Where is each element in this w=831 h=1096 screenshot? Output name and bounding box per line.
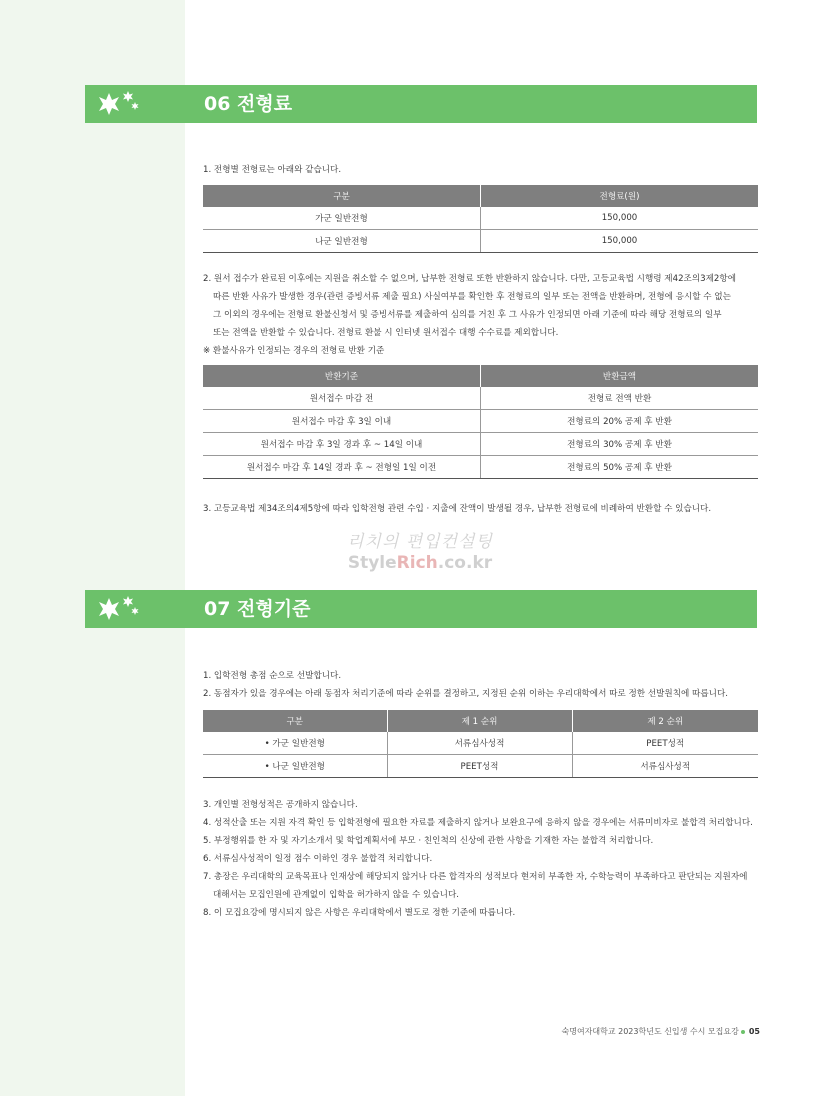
section-06-item-2: 2. 원서 접수가 완료된 이후에는 지원을 취소할 수 없으며, 납부한 전형료 또한 반환하지 않습니다. 다만, 고등교육법 시행령 제42조의3제2항에 따른 반환 사유가 발생한 경우(관련 증빙서류 제출 필요) 사실여부를 확인한 후 전형료의 일부 또는 전액을 반환하며, 전형에 응시할 수 없는 그 이외의 경우에는 전형료 환불신청서 및 증빙서류를 제출하여 심의를 거친 후 그 사유가 인정되면 아래 기준에 따라 해당 전형료의 일부 또는 전액을 반환할 수 있습니다. 전형료 환불 시 인터넷 원서접수 대행 수수료를 제외합니다. ※ 환불사유가 인정되는 경우의 전형료 반환 기준 bbox=[203, 270, 758, 360]
table-row bbox=[203, 387, 758, 410]
refund-table-header: 반환기준 bbox=[203, 365, 481, 387]
footer-text: 숙명여자대학교 2023학년도 신입생 수시 모집요강 bbox=[561, 1027, 739, 1036]
table-cell: 전형료 전액 반환 bbox=[481, 387, 759, 410]
table-row bbox=[203, 410, 758, 433]
table-cell: 원서접수 마감 후 3일 경과 후 ~ 14일 이내 bbox=[203, 433, 481, 456]
tie-table-header: 구분 bbox=[203, 710, 387, 732]
tie-table-header: 제 2 순위 bbox=[572, 710, 758, 732]
table-cell: 서류심사성적 bbox=[572, 755, 758, 778]
watermark-url: StyleRich.co.kr bbox=[347, 553, 493, 573]
refund-table bbox=[203, 365, 758, 479]
table-cell: • 가군 일반전형 bbox=[203, 732, 387, 755]
table-cell: PEET성적 bbox=[572, 732, 758, 755]
section-07-title: 07 전형기준 bbox=[204, 598, 311, 620]
table-row bbox=[203, 732, 758, 755]
table-cell: 전형료의 50% 공제 후 반환 bbox=[481, 456, 759, 479]
table-cell: 150,000 bbox=[481, 230, 759, 253]
table-cell: 원서접수 마감 후 14일 경과 후 ~ 전형일 1일 이전 bbox=[203, 456, 481, 479]
refund-table-header: 반환금액 bbox=[481, 365, 759, 387]
section-06-header bbox=[85, 85, 757, 123]
refund-note: ※ 환불사유가 인정되는 경우의 전형료 반환 기준 bbox=[203, 346, 385, 356]
section-07-items-3-8: 3. 개인별 전형성적은 공개하지 않습니다. 4. 성적산출 또는 지원 자격 확인 등 입학전형에 필요한 자료를 제출하지 않거나 보완요구에 응하지 않을 경우에는 서류미비자로 불합격 처리합니다. 5. 부정행위를 한 자 및 자기소개서 및 학업계획서에 부모 · 친인척의 신상에 관한 사항을 기재한 자는 불합격 처리합니다. 6. 서류심사성적이 일정 점수 이하인 경우 불합격 처리합니다. 7. 총장은 우리대학의 교육목표나 인재상에 해당되지 않거나 다른 합격자의 성적보다 현저히 부족한 자, 수학능력이 부족하다고 판단되는 지원자에 대해서는 모집인원에 관계없이 입학을 허가하지 않을 수 있습니다. 8. 이 모집요강에 명시되지 않은 사항은 우리대학에서 별도로 정한 기준에 따릅니다. bbox=[203, 800, 753, 918]
star-icons bbox=[95, 590, 155, 628]
table-row bbox=[203, 433, 758, 456]
table-cell: • 나군 일반전형 bbox=[203, 755, 387, 778]
table-row bbox=[203, 755, 758, 778]
table-cell: 원서접수 마감 전 bbox=[203, 387, 481, 410]
section-06-item-3: 3. 고등교육법 제34조의4제5항에 따라 입학전형 관련 수입 · 지출에 잔액이 발생될 경우, 납부한 전형료에 비례하여 반환할 수 있습니다. bbox=[203, 504, 712, 514]
tie-table bbox=[203, 710, 758, 778]
table-cell: 서류심사성적 bbox=[387, 732, 572, 755]
section-07-header bbox=[85, 590, 757, 628]
star-icons bbox=[95, 85, 155, 123]
table-cell: PEET성적 bbox=[387, 755, 572, 778]
section-06-title: 06 전형료 bbox=[204, 93, 293, 115]
table-cell: 전형료의 20% 공제 후 반환 bbox=[481, 410, 759, 433]
side-strip bbox=[0, 0, 185, 1096]
fee-table-header: 전형료(원) bbox=[481, 185, 759, 207]
page-number: 05 bbox=[748, 1027, 760, 1036]
table-cell: 나군 일반전형 bbox=[203, 230, 481, 253]
page-footer bbox=[560, 1026, 760, 1037]
table-cell: 전형료의 30% 공제 후 반환 bbox=[481, 433, 759, 456]
fee-table bbox=[203, 185, 758, 253]
section-06-item-1: 1. 전형별 전형료는 아래와 같습니다. bbox=[203, 165, 342, 175]
table-row bbox=[203, 207, 758, 230]
table-cell: 가군 일반전형 bbox=[203, 207, 481, 230]
fee-table-header: 구분 bbox=[203, 185, 481, 207]
table-cell: 원서접수 마감 후 3일 이내 bbox=[203, 410, 481, 433]
watermark-text: 리치의 편입컨설팅 bbox=[347, 532, 493, 552]
section-07-items-1-2: 1. 입학전형 총점 순으로 선발합니다. 2. 동점자가 있을 경우에는 아래 동점자 처리기준에 따라 순위를 결정하고, 지정된 순위 이하는 우리대학에서 따로 정한 선발원칙에 따릅니다. bbox=[203, 671, 728, 699]
dot-icon bbox=[741, 1030, 745, 1034]
table-row bbox=[203, 456, 758, 479]
table-row bbox=[203, 230, 758, 253]
tie-table-header: 제 1 순위 bbox=[387, 710, 572, 732]
table-cell: 150,000 bbox=[481, 207, 759, 230]
